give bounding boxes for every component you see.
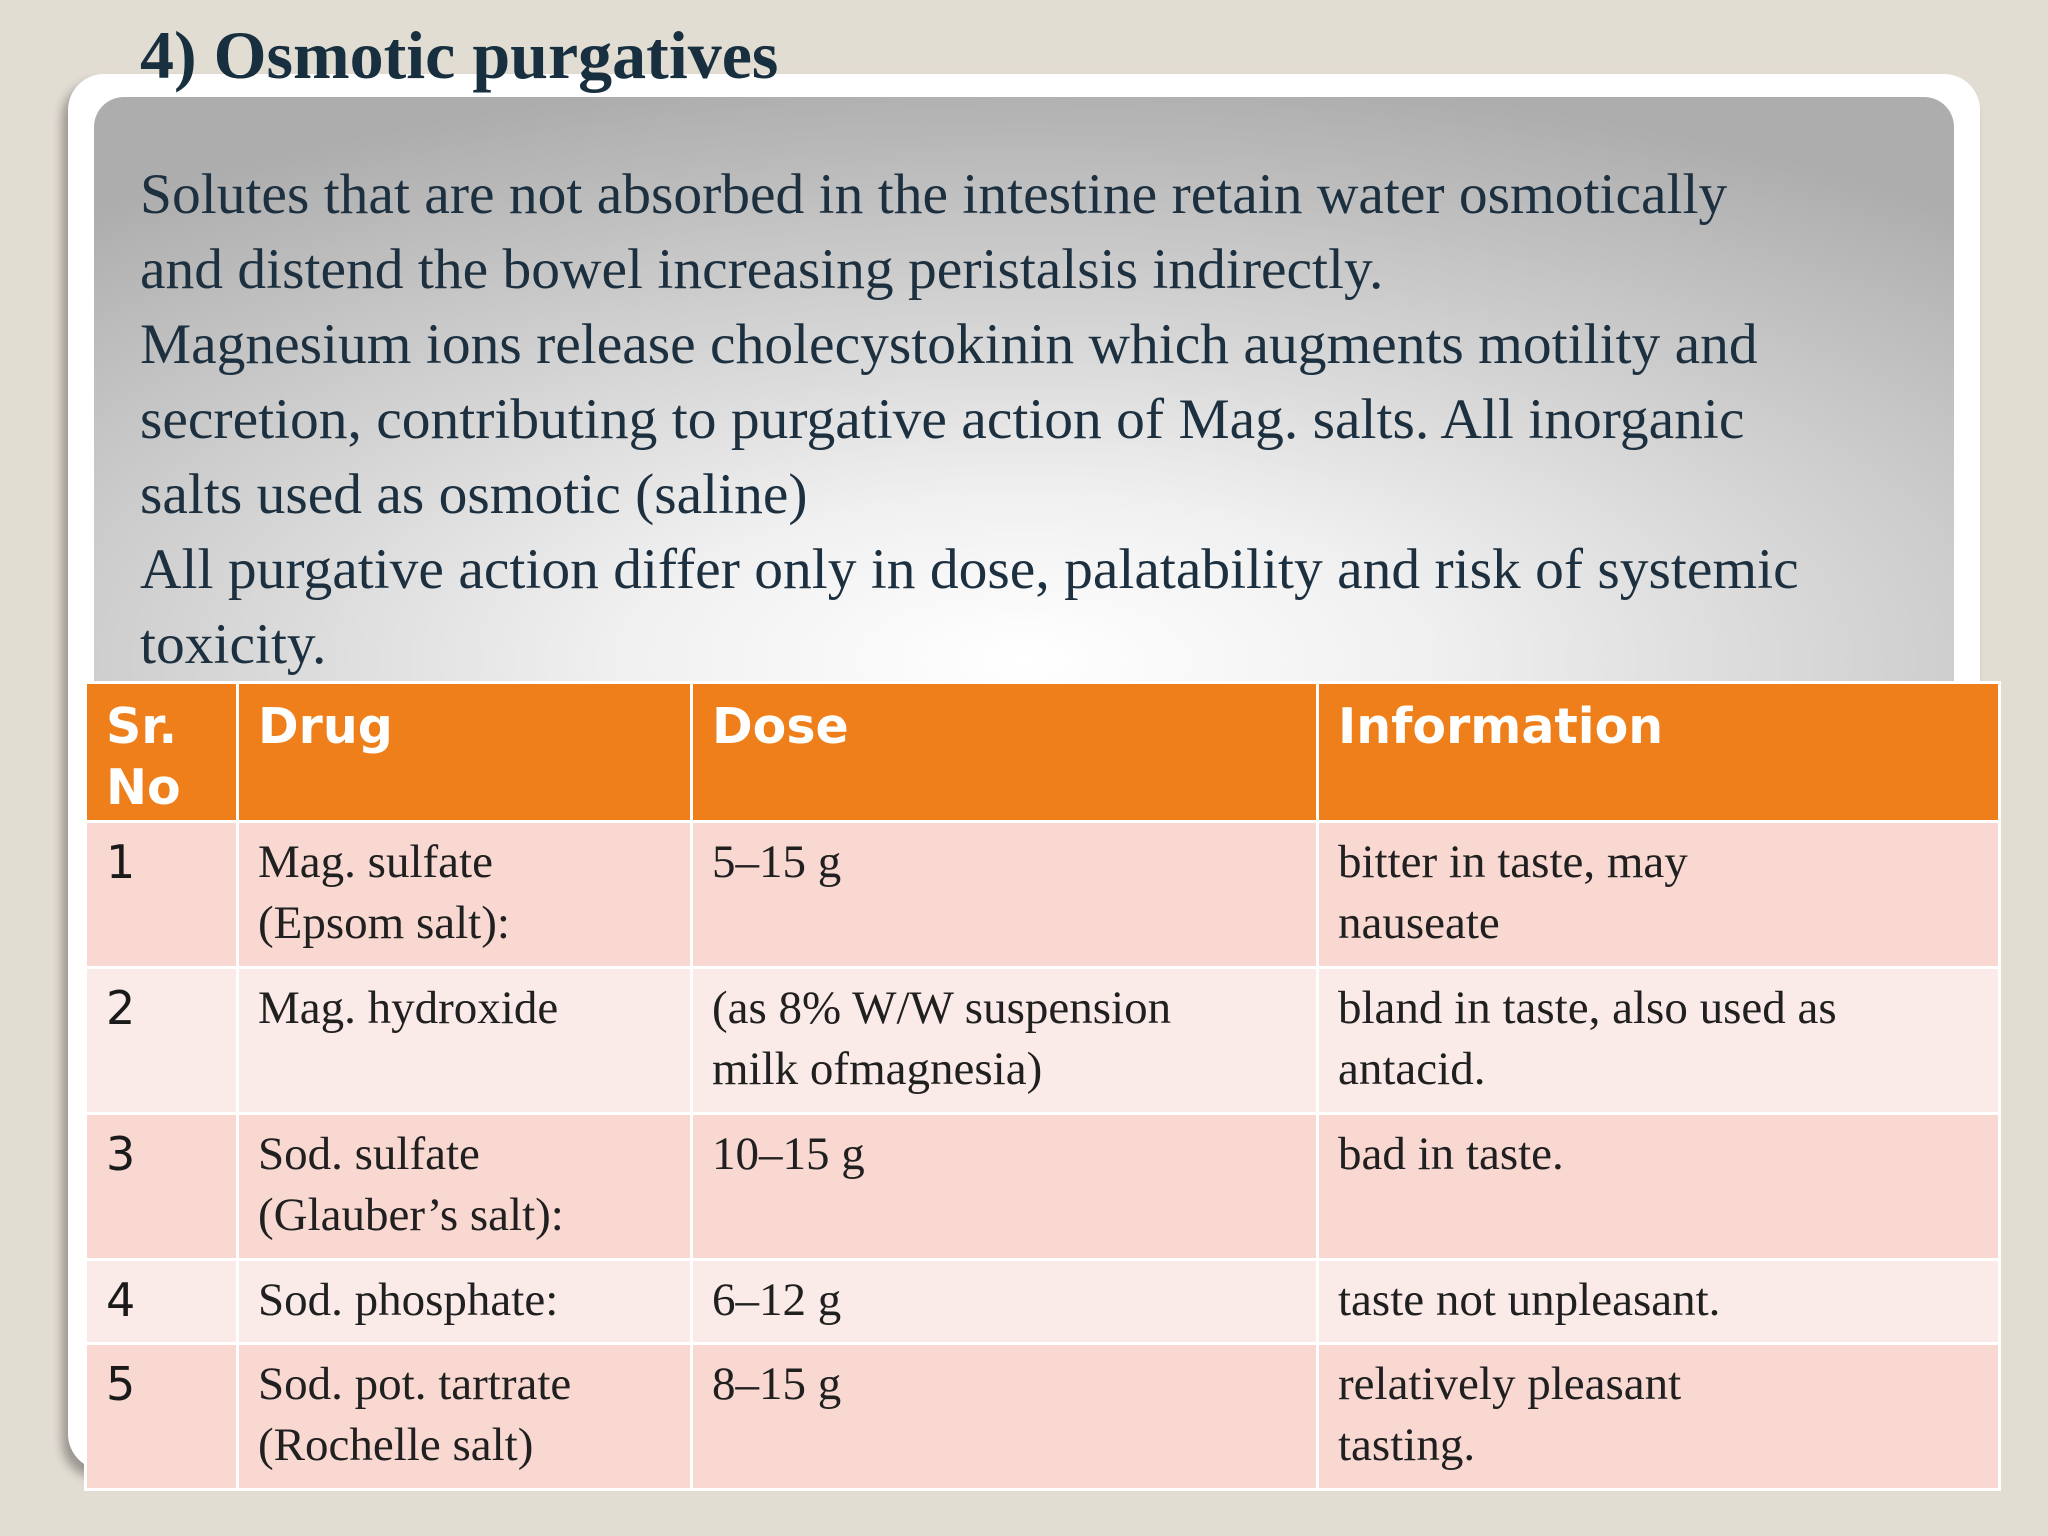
cell-sr-no: 5 [86,1344,238,1490]
header-no-line: No [106,759,181,816]
info-line: taste not unpleasant. [1338,1274,1721,1326]
table-row [86,822,2000,968]
cell-information [1318,822,2000,968]
header-information: Information [1318,683,2000,822]
info-line: tasting. [1338,1419,1476,1471]
cell-dose [692,968,1318,1114]
cell-dose [692,1344,1318,1490]
drug-line: Sod. phosphate: [258,1274,559,1326]
table-row [86,968,2000,1114]
drug-line: Mag. hydroxide [258,982,559,1034]
cell-drug [238,1344,692,1490]
cell-dose [692,1260,1318,1344]
info-line: bad in taste. [1338,1128,1564,1180]
cell-drug [238,968,692,1114]
cell-information [1318,1344,2000,1490]
body-line: toxicity. [140,613,327,676]
drug-line: Mag. sulfate [258,836,493,888]
dose-line: 6–12 g [712,1274,842,1326]
body-line: All purgative action differ only in dose, palatability and risk of systemic [140,538,1799,601]
cell-information [1318,968,2000,1114]
body-line: salts used as osmotic (saline) [140,463,808,526]
table-row [86,1260,2000,1344]
body-line: secretion, contributing to purgative action of Mag. salts. All inorganic [140,388,1745,451]
header-drug: Drug [238,683,692,822]
cell-sr-no: 4 [86,1260,238,1344]
info-line: bland in taste, also used as [1338,982,1837,1034]
table-header-row [86,683,2000,822]
purgatives-table [84,681,2001,1491]
cell-information [1318,1114,2000,1260]
drug-line: (Rochelle salt) [258,1419,534,1471]
table-row [86,1344,2000,1490]
dose-line: 10–15 g [712,1128,865,1180]
body-line: Solutes that are not absorbed in the intestine retain water osmotically [140,163,1728,226]
dose-line: (as 8% W/W suspension [712,982,1172,1034]
info-line: relatively pleasant [1338,1358,1682,1410]
drug-line: (Glauber’s salt): [258,1189,564,1241]
dose-line: milk ofmagnesia) [712,1043,1043,1095]
drug-line: Sod. sulfate [258,1128,480,1180]
info-line: nauseate [1338,897,1500,949]
info-line: antacid. [1338,1043,1486,1095]
cell-information [1318,1260,2000,1344]
cell-sr-no: 1 [86,822,238,968]
drug-line: (Epsom salt): [258,897,510,949]
cell-drug [238,1260,692,1344]
header-dose: Dose [692,683,1318,822]
body-line: Magnesium ions release cholecystokinin which augments motility and [140,313,1758,376]
info-line: bitter in taste, may [1338,836,1688,888]
slide-title: 4) Osmotic purgatives [140,17,779,93]
body-line: and distend the bowel increasing peristalsis indirectly. [140,238,1384,301]
header-sr-line: Sr. [106,698,178,755]
dose-line: 8–15 g [712,1358,842,1410]
cell-drug [238,1114,692,1260]
cell-sr-no: 3 [86,1114,238,1260]
table-row [86,1114,2000,1260]
header-sr-no [86,683,238,822]
body-text [140,157,1960,682]
cell-drug [238,822,692,968]
dose-line: 5–15 g [712,836,842,888]
cell-dose [692,1114,1318,1260]
cell-sr-no: 2 [86,968,238,1114]
cell-dose [692,822,1318,968]
drug-line: Sod. pot. tartrate [258,1358,572,1410]
